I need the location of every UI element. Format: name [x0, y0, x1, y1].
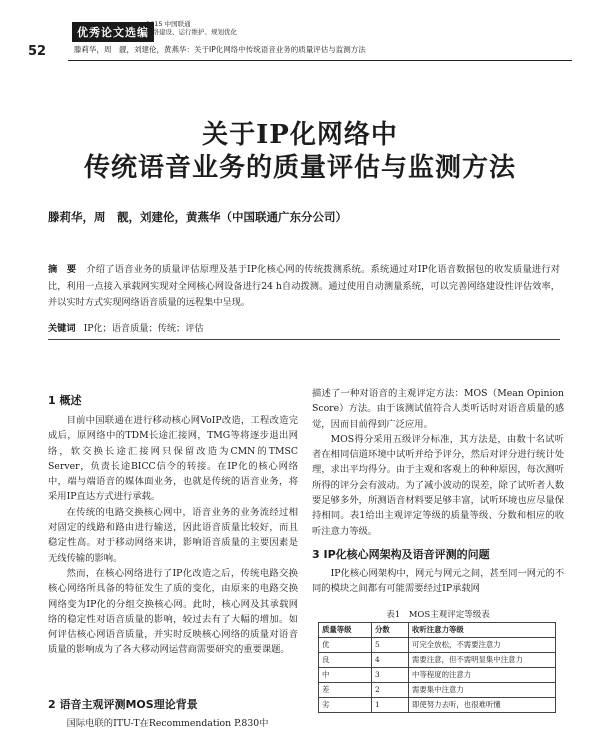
table-header-cell: 质量等级 — [319, 623, 372, 638]
table-cell: 即使努力去听，也很难听懂 — [409, 698, 556, 713]
section-3-body — [312, 566, 564, 597]
table-row — [319, 668, 556, 683]
table-row — [319, 653, 556, 668]
table-header-cell: 分数 — [372, 623, 409, 638]
table-cell: 5 — [372, 638, 409, 653]
table-header-row — [319, 623, 556, 638]
header-rule — [68, 60, 572, 61]
section-1-heading: 1 概述 — [48, 394, 82, 407]
section-1-paragraph: 在传统的电路交换核心网中，语音业务的业务流经过相对固定的线路和路由进行输送，因此语音质量比较好，而且稳定性高。对于移动网络来讲，影响语音质量的主要因素是无线传输的影响。 — [48, 506, 298, 564]
table-cell: 1 — [372, 698, 409, 713]
table-row — [319, 698, 556, 713]
section-2-body — [48, 716, 298, 731]
section-1-paragraph: 然而，在核心网络进行了IP化改造之后，传统电路交换核心网络所具备的特征发生了质的变化，由原来的电路交换网络变为IP化的分组交换核心网。此时，核心网及其承载网络的稳定性对语音质量的影响，较过去有了大幅的增加。如何评估核心网语音质量，并实时反映核心网络的质量对语音质量的影响成为了各大移动网运营商需要研究的重要课题。 — [48, 567, 298, 656]
table-row — [319, 638, 556, 653]
keywords-text: IP化；语音质量；传统；评估 — [83, 323, 204, 334]
table-cell: 差 — [319, 683, 372, 698]
table-cell: 劣 — [319, 698, 372, 713]
abstract — [48, 262, 560, 312]
abstract-text: 介绍了语音业务的质量评估原理及基于IP化核心网的传统拨测系统。系统通过对IP化语音数据包的收发质量进行对比，利用一点接入承载网实现对全网核心网设备进行24 h自动拨测。通过使用自动测量系统，可以完善网络建设性评估效率，并以实时方式实现网络语音质量的远程集中呈现。 — [48, 264, 560, 308]
right-column-body — [312, 386, 564, 539]
column-badge: 优秀论文选编 — [72, 22, 154, 42]
author-list: 滕莉华，周 靓，刘建伦，黄燕华（中国联通广东分公司） — [48, 210, 347, 224]
section-2-paragraph: 国际电联的ITU-T在Recommendation P.830中 — [66, 718, 269, 729]
table-cell: 需要集中注意力 — [409, 683, 556, 698]
abstract-divider — [48, 339, 560, 340]
paper-title-line-2: 传统语音业务的质量评估与监测方法 — [83, 153, 516, 183]
right-paragraph: MOS得分采用五级评分标准，其方法是，由数十名试听者在相同信道环境中试听并给予评分，然后对评分进行统计处理，求出平均得分。由于主观和客观上的种种原因，每次测听所得的评分会有波动。为了减小波动的误差，除了试听者人数要足够多外，所测语音材料要足够丰富，试听环境也应尽量保持相同。表1给出主观评定等级的质量等级、分数和相应的收听注意力等级。 — [312, 433, 564, 537]
section-1-body — [48, 413, 298, 658]
table-cell: 4 — [372, 653, 409, 668]
table-row — [319, 683, 556, 698]
table-cell: 2 — [372, 683, 409, 698]
table-cell: 需要注意，但不需明显集中注意力 — [409, 653, 556, 668]
issue-line-2: 网络建设、运行维护、规划优化 — [146, 28, 237, 36]
section-3-heading: 3 IP化核心网架构及语音评测的问题 — [312, 548, 490, 561]
section-1-paragraph: 目前中国联通在进行移动核心网VoIP改造，工程改造完成后，原网络中的TDM长途汇接网，TMG等将逐步退出网络，软交换长途汇接网只保留改造为CMN的TMSC Server，负责长途BICC信令的转接。在IP化的核心网络中，端与端语音的媒体面业务，也就是传统的语音业务，将采用IP直达方式进行承载。 — [48, 415, 298, 503]
abstract-label: 摘 要 — [48, 264, 77, 275]
section-2-heading: 2 语音主观评测MOS理论背景 — [48, 698, 198, 711]
table-cell: 3 — [372, 668, 409, 683]
keywords-label: 关键词 — [48, 323, 76, 334]
paper-title-line-1: 关于IP化网络中 — [202, 120, 398, 150]
table-cell: 中 — [319, 668, 372, 683]
table-1-caption: 表1 MOS主观评定等级表 — [386, 610, 490, 620]
table-cell: 中等程度的注意力 — [409, 668, 556, 683]
keywords — [48, 320, 560, 334]
issue-label — [146, 20, 237, 36]
issue-line-1: 2015 中国联通 — [146, 20, 191, 28]
mos-rating-table — [318, 622, 556, 713]
right-paragraph: 描述了一种对语音的主观评定方法：MOS（Mean Opinion Score）方法。由于该测试值符合人类听话时对语音质量的感觉，因而目前得到广泛应用。 — [312, 388, 564, 430]
table-header-cell: 收听注意力等级 — [409, 623, 556, 638]
table-cell: 优 — [319, 638, 372, 653]
section-3-paragraph: IP化核心网架构中，网元与网元之间，甚至同一网元的不同的模块之间都有可能需要经过IP承载网 — [312, 568, 564, 595]
page-number: 52 — [28, 44, 47, 59]
running-title: 滕莉华，周 靓，刘建伦，黄燕华：关于IP化网络中传统语音业务的质量评估与监测方法 — [74, 45, 366, 54]
table-cell: 良 — [319, 653, 372, 668]
table-cell: 可完全放松，不需要注意力 — [409, 638, 556, 653]
